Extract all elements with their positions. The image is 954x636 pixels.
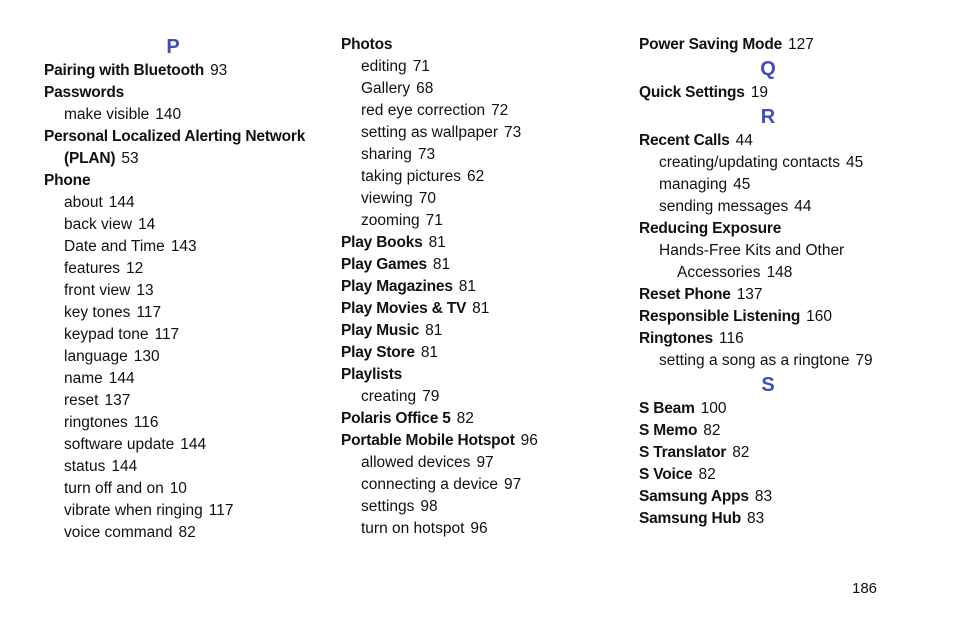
index-entry — [44, 60, 334, 82]
entry-page-link[interactable]: 144 — [108, 194, 135, 211]
entry-page-link[interactable]: 93 — [210, 62, 228, 79]
entry-term: language — [64, 348, 128, 365]
entry-term: Play Games — [341, 256, 427, 273]
entry-term: Date and Time — [64, 238, 165, 255]
index-entry — [341, 364, 611, 386]
entry-term: features — [64, 260, 121, 277]
index-entry — [341, 254, 611, 276]
entry-page-link[interactable]: 82 — [456, 410, 474, 427]
entry-page-link[interactable]: 137 — [736, 286, 763, 303]
entry-term: viewing — [361, 190, 413, 207]
index-column-1 — [44, 34, 334, 544]
entry-page-link[interactable]: 144 — [111, 458, 138, 475]
index-entry — [639, 398, 929, 420]
index-subentry — [341, 56, 611, 78]
entry-term: make visible — [64, 106, 150, 123]
entry-page-link[interactable]: 82 — [178, 524, 196, 541]
entry-term: Polaris Office 5 — [341, 410, 451, 427]
entry-page-link[interactable]: 71 — [425, 212, 443, 229]
index-subentry — [44, 258, 334, 280]
index-subentry — [44, 324, 334, 346]
section-letter-p: P — [166, 36, 180, 58]
entry-term: Recent Calls — [639, 132, 730, 149]
entry-term: Playlists — [341, 366, 403, 383]
index-entry — [44, 126, 334, 148]
entry-page-link[interactable]: 45 — [733, 176, 751, 193]
entry-term: voice command — [64, 524, 173, 541]
entry-term: S Memo — [639, 422, 698, 439]
entry-term: name — [64, 370, 103, 387]
index-subentry — [44, 236, 334, 258]
index-subentry — [341, 518, 611, 540]
entry-page-link[interactable]: 72 — [491, 102, 509, 119]
index-subentry — [44, 214, 334, 236]
entry-term: S Beam — [639, 400, 695, 417]
entry-page-link[interactable]: 73 — [417, 146, 436, 163]
index-entry — [639, 328, 929, 350]
entry-term: Reducing Exposure — [639, 220, 782, 237]
index-subentry — [341, 452, 611, 474]
index-subentry — [44, 192, 334, 214]
entry-page-link[interactable]: 45 — [845, 154, 864, 171]
entry-page-link[interactable]: 81 — [472, 300, 490, 317]
entry-term: managing — [659, 176, 728, 193]
entry-term: keypad tone — [64, 326, 149, 343]
entry-page-link[interactable]: 81 — [420, 344, 439, 361]
index-entry — [341, 232, 611, 254]
index-entry — [341, 276, 611, 298]
entry-term: ringtones — [64, 414, 128, 431]
entry-term: key tones — [64, 304, 131, 321]
index-subentry — [44, 456, 334, 478]
entry-term: setting a song as a ringtone — [659, 352, 850, 369]
entry-term: Gallery — [361, 80, 411, 97]
entry-page-link[interactable]: 14 — [138, 216, 156, 233]
entry-page-link[interactable]: 116 — [718, 330, 744, 347]
index-entry — [639, 420, 929, 442]
index-entry — [639, 442, 929, 464]
entry-page-link[interactable]: 82 — [698, 466, 716, 483]
index-subentry — [341, 166, 611, 188]
entry-page-link[interactable]: 140 — [155, 106, 182, 123]
section-letter-s: S — [761, 374, 775, 396]
index-subentry — [639, 262, 929, 284]
entry-term: status — [64, 458, 106, 475]
entry-term: creating/updating contacts — [659, 154, 840, 171]
index-entry — [639, 486, 929, 508]
entry-term: Ringtones — [639, 330, 713, 347]
entry-term: about — [64, 194, 103, 211]
entry-page-link[interactable]: 81 — [432, 256, 451, 273]
index-subentry — [341, 78, 611, 100]
entry-page-link[interactable]: 127 — [788, 36, 814, 53]
entry-term: Hands-Free Kits and Other — [659, 242, 845, 259]
entry-page-link[interactable]: 81 — [428, 234, 446, 251]
entry-term: Reset Phone — [639, 286, 731, 303]
entry-page-link[interactable]: 116 — [133, 414, 159, 431]
index-entry — [639, 464, 929, 486]
entry-term: creating — [361, 388, 417, 405]
index-entry — [639, 82, 929, 104]
index-subentry — [44, 346, 334, 368]
index-entry — [44, 82, 334, 104]
index-entry — [341, 320, 611, 342]
entry-page-link[interactable]: 71 — [412, 58, 430, 75]
page-number: 186 — [852, 580, 878, 597]
entry-page-link[interactable]: 82 — [703, 422, 721, 439]
entry-page-link[interactable]: 144 — [108, 370, 135, 387]
entry-term: settings — [361, 498, 415, 515]
entry-page-link[interactable]: 62 — [466, 168, 485, 185]
entry-page-link[interactable]: 83 — [747, 510, 765, 527]
entry-term: front view — [64, 282, 131, 299]
entry-page-link[interactable]: 44 — [794, 198, 812, 215]
entry-term: allowed devices — [361, 454, 471, 471]
index-entry — [639, 284, 929, 306]
entry-page-link[interactable]: 97 — [504, 476, 522, 493]
entry-term: software update — [64, 436, 175, 453]
entry-page-link[interactable]: 96 — [520, 432, 538, 449]
entry-page-link[interactable]: 53 — [121, 150, 139, 167]
entry-page-link[interactable]: 70 — [418, 190, 436, 207]
index-entry — [341, 34, 611, 56]
entry-term: Portable Mobile Hotspot — [341, 432, 515, 449]
entry-term: sharing — [361, 146, 412, 163]
entry-term: Play Music — [341, 322, 420, 339]
index-entry — [639, 34, 929, 56]
index-subentry — [341, 122, 611, 144]
entry-page-link[interactable]: 96 — [470, 520, 488, 537]
entry-page-link[interactable]: 117 — [136, 304, 162, 321]
index-entry — [341, 342, 611, 364]
entry-term: Quick Settings — [639, 84, 745, 101]
entry-page-link[interactable]: 73 — [504, 124, 522, 141]
index-subentry — [44, 368, 334, 390]
entry-term: Play Movies & TV — [341, 300, 467, 317]
entry-term: S Voice — [639, 466, 693, 483]
entry-page-link[interactable]: 19 — [750, 84, 768, 101]
entry-page-link[interactable]: 144 — [180, 436, 207, 453]
entry-page-link[interactable]: 117 — [208, 502, 234, 519]
index-subentry — [639, 240, 929, 262]
index-subentry — [341, 386, 611, 408]
entry-term: Samsung Apps — [639, 488, 749, 505]
entry-term: red eye correction — [361, 102, 486, 119]
entry-term: Power Saving Mode — [639, 36, 783, 53]
index-entry — [639, 306, 929, 328]
entry-page-link[interactable]: 148 — [766, 264, 793, 281]
entry-term: Responsible Listening — [639, 308, 801, 325]
entry-term: Personal Localized Alerting Network — [44, 128, 306, 145]
entry-page-link[interactable]: 81 — [458, 278, 477, 295]
index-subentry — [341, 188, 611, 210]
entry-page-link[interactable]: 79 — [855, 352, 873, 369]
entry-term: Accessories — [677, 264, 761, 281]
index-subentry — [639, 152, 929, 174]
entry-term: sending messages — [659, 198, 789, 215]
index-subentry — [639, 196, 929, 218]
index-subentry — [341, 144, 611, 166]
index-entry — [639, 508, 929, 530]
index-entry — [341, 430, 611, 452]
entry-page-link[interactable]: 160 — [806, 308, 833, 325]
index-subentry — [44, 148, 334, 170]
entry-term: zooming — [361, 212, 420, 229]
index-entry — [639, 130, 929, 152]
entry-page-link[interactable]: 79 — [422, 388, 440, 405]
index-subentry — [341, 496, 611, 518]
entry-term: vibrate when ringing — [64, 502, 203, 519]
entry-page-link[interactable]: 44 — [735, 132, 753, 149]
entry-page-link[interactable]: 143 — [170, 238, 197, 255]
entry-page-link[interactable]: 130 — [133, 348, 160, 365]
entry-page-link[interactable]: 81 — [425, 322, 443, 339]
index-entry — [341, 298, 611, 320]
entry-term: Play Store — [341, 344, 415, 361]
section-letter-q: Q — [760, 58, 776, 80]
section-letter-r: R — [760, 106, 776, 128]
entry-term: Passwords — [44, 84, 125, 101]
entry-term: reset — [64, 392, 99, 409]
entry-term: turn off and on — [64, 480, 164, 497]
entry-term: Play Books — [341, 234, 423, 251]
entry-term: editing — [361, 58, 407, 75]
index-column-3 — [639, 34, 929, 530]
index-subentry — [44, 302, 334, 324]
entry-page-link[interactable]: 83 — [754, 488, 773, 505]
entry-page-link[interactable]: 97 — [476, 454, 494, 471]
entry-term: Play Magazines — [341, 278, 453, 295]
entry-page-link[interactable]: 82 — [732, 444, 750, 461]
index-entry — [44, 170, 334, 192]
index-subentry — [44, 500, 334, 522]
entry-term: back view — [64, 216, 133, 233]
index-entry — [639, 218, 929, 240]
index-subentry — [639, 174, 929, 196]
entry-page-link[interactable]: 13 — [136, 282, 154, 299]
entry-page-link[interactable]: 10 — [169, 480, 187, 497]
index-subentry — [341, 210, 611, 232]
index-subentry — [341, 100, 611, 122]
index-subentry — [341, 474, 611, 496]
index-subentry — [44, 412, 334, 434]
index-entry — [341, 408, 611, 430]
index-subentry — [44, 390, 334, 412]
entry-page-link[interactable]: 117 — [154, 326, 180, 343]
entry-term: S Translator — [639, 444, 727, 461]
index-subentry — [44, 522, 334, 544]
entry-term: turn on hotspot — [361, 520, 465, 537]
index-subentry — [44, 104, 334, 126]
entry-page-link[interactable]: 100 — [700, 400, 727, 417]
entry-term: connecting a device — [361, 476, 499, 493]
entry-page-link[interactable]: 12 — [126, 260, 144, 277]
index-subentry — [639, 350, 929, 372]
entry-term: setting as wallpaper — [361, 124, 498, 141]
index-subentry — [44, 434, 334, 456]
entry-term: Phone — [44, 172, 91, 189]
index-subentry — [44, 280, 334, 302]
entry-term: Samsung Hub — [639, 510, 742, 527]
index-subentry — [44, 478, 334, 500]
entry-page-link[interactable]: 98 — [420, 498, 438, 515]
entry-page-link[interactable]: 68 — [416, 80, 434, 97]
entry-term: Photos — [341, 36, 393, 53]
entry-term: taking pictures — [361, 168, 461, 185]
entry-page-link[interactable]: 137 — [104, 392, 131, 409]
entry-term: (PLAN) — [64, 150, 116, 167]
entry-term: Pairing with Bluetooth — [44, 62, 205, 79]
index-column-2 — [341, 34, 611, 540]
